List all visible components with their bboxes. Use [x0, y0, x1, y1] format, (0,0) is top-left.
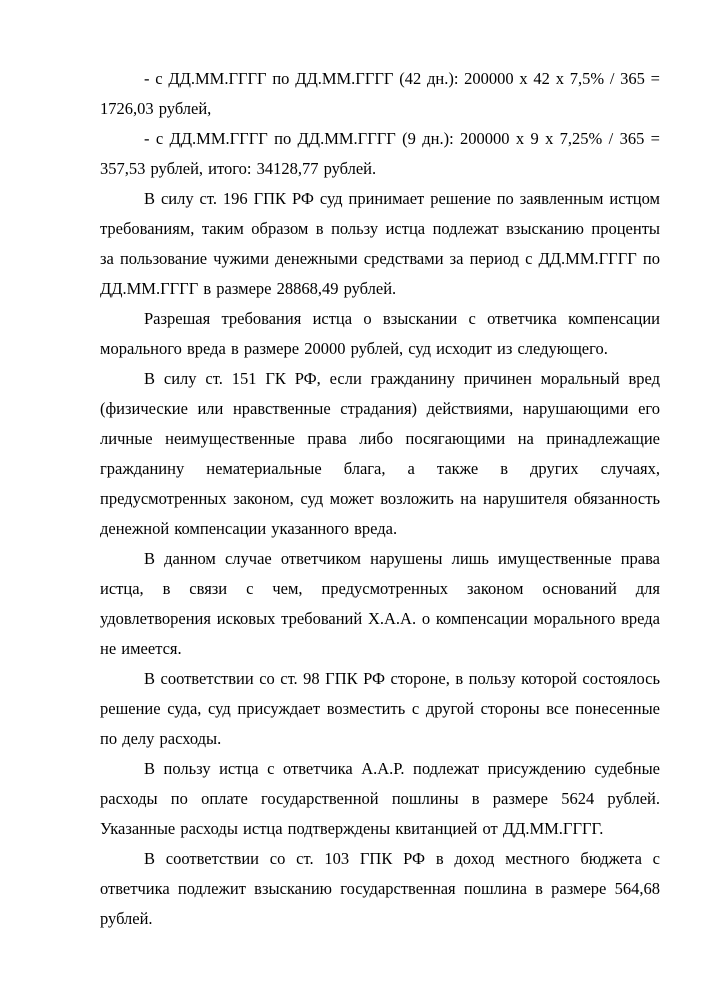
document-body [100, 64, 660, 934]
paragraph-moral-damage-claim: Разрешая требования истца о взыскании с ответчика компенсации морального вреда в размере 20000 рублей, суд исходит из следующего. [100, 309, 660, 358]
paragraph-art-98-gpk-costs: В соответствии со ст. 98 ГПК РФ стороне, в пользу которой состоялось решение суда, суд присуждает возместить с другой стороны все понесенные по делу расходы. [100, 669, 660, 748]
paragraph-interest-period-9-days-total: - с ДД.ММ.ГГГГ по ДД.ММ.ГГГГ (9 дн.): 200000 х 9 х 7,25% / 365 = 357,53 рублей, итого: 34128,77 рублей. [100, 129, 660, 178]
paragraph-art-103-gpk-local-budget-duty: В соответствии со ст. 103 ГПК РФ в доход местного бюджета с ответчика подлежит взысканию государственная пошлина в размере 564,68 рублей. [100, 849, 660, 928]
paragraph-state-duty-awarded: В пользу истца с ответчика А.А.Р. подлежат присуждению судебные расходы по оплате государственной пошлины в размере 5624 рублей. Указанные расходы истца подтверждены квитанцией от ДД.ММ.ГГГГ. [100, 759, 660, 838]
paragraph-interest-period-42-days: - с ДД.ММ.ГГГГ по ДД.ММ.ГГГГ (42 дн.): 200000 х 42 х 7,5% / 365 = 1726,03 рублей, [100, 69, 660, 118]
paragraph-art-151-gk-moral-harm: В силу ст. 151 ГК РФ, если гражданину причинен моральный вред (физические или нравственные страдания) действиями, нарушающими его личные неимущественные права либо посягающими на принадлежащие гражданину нематериальные блага, а также в других случаях, предусмотренных законом, суд может возложить на нарушителя обязанность денежной компенсации указанного вреда. [100, 369, 660, 538]
paragraph-art-196-gpk-interest-awarded: В силу ст. 196 ГПК РФ суд принимает решение по заявленным истцом требованиям, таким образом в пользу истца подлежат взысканию проценты за пользование чужими денежными средствами за период с ДД.ММ.ГГГГ по ДД.ММ.ГГГГ в размере 28868,49 рублей. [100, 189, 660, 298]
paragraph-moral-damage-denied: В данном случае ответчиком нарушены лишь имущественные права истца, в связи с чем, предусмотренных законом оснований для удовлетворения исковых требований Х.А.А. о компенсации морального вреда не имеется. [100, 549, 660, 658]
